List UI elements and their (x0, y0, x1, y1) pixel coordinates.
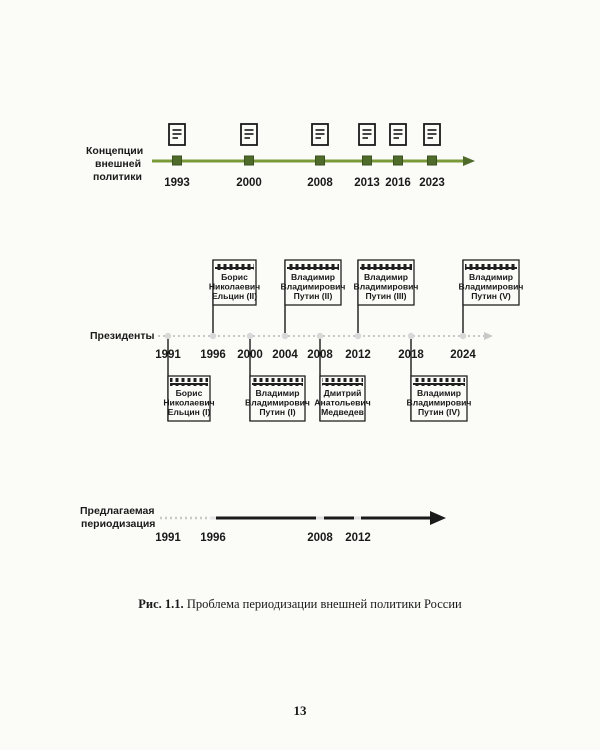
president-name-line: Владимирович (353, 281, 419, 292)
caption-text: Проблема периодизации внешней политики России (186, 597, 462, 611)
president-flag (209, 260, 260, 333)
president-node (247, 333, 253, 339)
proposed-year: 1996 (200, 532, 226, 544)
arrowhead-icon (484, 332, 493, 340)
proposed-year: 2012 (345, 532, 371, 544)
concepts-label (86, 145, 146, 183)
president-name-line: Путин (II) (293, 291, 333, 301)
president-name-line: Владимирович (406, 397, 472, 408)
concept-year: 2016 (385, 177, 411, 189)
president-name-line: Владимирович (280, 281, 346, 292)
president-name-line: Дмитрий (323, 388, 362, 398)
president-name-line: Николаевич (208, 281, 261, 292)
president-name-line: Ельцин (I) (167, 407, 211, 417)
president-name-line: Владимир (416, 388, 462, 398)
president-node (282, 333, 288, 339)
president-name-line: Борис (175, 388, 203, 398)
document-icon (312, 124, 328, 145)
caption-number: Рис. 1.1. (138, 597, 184, 611)
page-number: 13 (293, 703, 307, 718)
proposed-label-line-2: периодизация (81, 518, 156, 530)
president-year: 2024 (450, 349, 476, 361)
president-name-line: Владимир (468, 272, 514, 282)
president-name-line: Николаевич (163, 397, 215, 408)
president-year: 2018 (398, 349, 424, 361)
president-name-line: Анатольевич (314, 397, 371, 408)
president-name-line: Путин (I) (259, 407, 296, 417)
concept-year: 2013 (354, 177, 380, 189)
president-name-line: Владимирович (458, 281, 524, 292)
concept-node (363, 156, 372, 165)
concept-node (173, 156, 182, 165)
proposed-label (80, 505, 157, 530)
concept-year: 1993 (164, 177, 190, 189)
president-year: 2004 (272, 349, 298, 361)
document-icon (359, 124, 375, 145)
concepts-label-line-2: внешней (95, 158, 142, 170)
figure-caption (0, 597, 600, 612)
president-name-line: Борис (221, 272, 248, 282)
presidents-label: Президенты (90, 330, 155, 342)
president-name-line: Владимирович (245, 397, 310, 408)
document-icon (241, 124, 257, 145)
president-name-line: Путин (V) (471, 291, 511, 301)
document-icon (390, 124, 406, 145)
document-icon (169, 124, 185, 145)
arrowhead-icon (463, 156, 475, 166)
presidents-row (90, 260, 523, 421)
president-name-line: Владимир (290, 272, 336, 282)
concepts-label-line-3: политики (93, 171, 142, 183)
concept-node (245, 156, 254, 165)
president-node (460, 333, 466, 339)
concepts-label-line-1: Концепции (86, 145, 144, 157)
president-name-line: Владимир (363, 272, 409, 282)
concept-node (316, 156, 325, 165)
president-name-line: Медведев (321, 407, 364, 417)
president-year: 2000 (237, 349, 263, 361)
concept-year: 2023 (419, 177, 445, 189)
concept-node (428, 156, 437, 165)
arrowhead-icon (430, 511, 446, 525)
president-node (408, 333, 414, 339)
president-year: 2012 (345, 349, 371, 361)
president-name-line: Путин (IV) (418, 407, 460, 417)
president-name-line: Путин (III) (365, 291, 407, 301)
president-node (355, 333, 361, 339)
president-year: 1991 (155, 349, 181, 361)
proposed-year: 1991 (155, 532, 181, 544)
document-icon (424, 124, 440, 145)
president-flag (281, 260, 346, 333)
president-flag (354, 260, 419, 333)
concept-node (394, 156, 403, 165)
proposed-year: 2008 (307, 532, 333, 544)
concepts-row (86, 124, 475, 189)
president-node (210, 333, 216, 339)
concept-year: 2008 (307, 177, 333, 189)
president-name-line: Ельцин (II) (211, 291, 258, 301)
president-name-line: Владимир (255, 388, 300, 398)
proposed-label-line-1: Предлагаемая (80, 505, 155, 517)
president-flag (459, 260, 524, 333)
president-node (317, 333, 323, 339)
president-node (165, 333, 171, 339)
president-year: 1996 (200, 349, 226, 361)
president-year: 2008 (307, 349, 333, 361)
concept-year: 2000 (236, 177, 262, 189)
proposed-row (80, 505, 446, 544)
